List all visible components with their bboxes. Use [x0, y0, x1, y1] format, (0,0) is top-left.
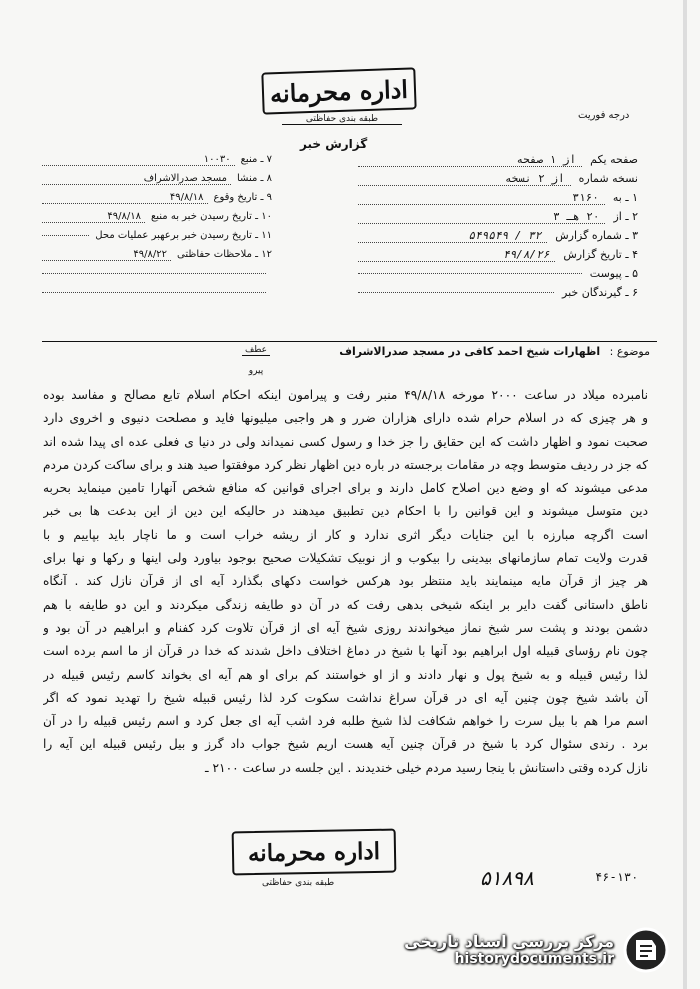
field-value: ۴۹/۸/۲۲: [42, 249, 171, 261]
archive-watermark: [404, 932, 614, 967]
classification-stamp: اداره محرمانه: [261, 67, 416, 114]
page-number: ۴۶-۱۳۰: [595, 870, 639, 884]
field-row: [358, 150, 638, 169]
field-label: صفحه یکم: [590, 153, 638, 166]
field-row: [42, 207, 272, 226]
subject: [339, 345, 650, 358]
field-label: ۳ ـ شماره گزارش: [555, 229, 638, 242]
followup-label: پیرو: [248, 366, 264, 376]
field-label: ۴ ـ تاریخ گزارش: [563, 248, 638, 261]
field-row: [42, 188, 272, 207]
body-line: است اگرچه مبارزه با این جنایات دیگر اثری ندارد و کار از ریشه خراب است و ما ناچار باید بپاییم و با: [43, 527, 648, 542]
field-value: [42, 273, 266, 274]
field-value: [42, 292, 266, 293]
field-label: ۹ ـ تاریخ وقوع: [213, 192, 272, 203]
body-line: مدعی میشوند که او وضع دین اصلاح کامل دارند و برای اجرای قوانین که منافع شخص آنهارا تامین مینماید بحربه: [43, 481, 648, 496]
classification-stamp-footer: اداره محرمانه: [232, 829, 397, 876]
field-value: [358, 292, 554, 293]
body-line: نازل کرده وقتی داستانش با ینجا رسید مردم خیلی خندیدند . این جلسه در ساعت ۲۱۰۰ ـ: [205, 760, 648, 775]
field-value: از ۱ صفحه: [358, 153, 582, 167]
body-line: قدرت ولایت تمام سازمانهای بیدینی را بیکوب و از نوبیک تشکیلات صحیح بوجود بیاورد ولی اینها و رکها و نها برای: [43, 551, 648, 566]
field-label: ۸ ـ منشا: [236, 173, 272, 184]
classification-stamp-footer-caption: طبقه بندی حفاظتی: [262, 878, 335, 888]
field-value: ۱۰۰۳۰: [42, 154, 235, 166]
field-label: ۱۱ ـ تاریخ رسیدن خبر برعهبر عملیات محل: [95, 230, 272, 241]
report-body: [43, 384, 648, 780]
field-row: [358, 169, 638, 188]
archive-logo-icon: [622, 926, 670, 974]
field-value: ۲۰ هـ ۳: [358, 210, 605, 224]
body-line: اسم مرا هم با بیل سرت را خواهم شکافت لذا شیخ طلبه فرد اشب آیه ای جعل کرد و اسم رئیس قبیله را در آن: [43, 714, 648, 729]
field-row: [358, 207, 638, 226]
body-line: ناطق داستانی گفت دایر بر اینکه شیخی بدهی رفت که در آن دو طایفه زندگی میکردند و این دو طایفه با هم: [43, 597, 648, 612]
priority-label: درجه فوریت: [578, 110, 630, 121]
field-row: [42, 283, 272, 302]
report-metadata-right: [358, 150, 638, 302]
body-line: چون نام رؤسای قبیله اول ابراهیم بود آنها با شیخ در دماغ اختلاف داخل شدند که خدا در قرآن از ما اسم برده است: [43, 644, 648, 659]
field-label: نسخه شماره: [578, 172, 638, 185]
field-row: [42, 264, 272, 283]
field-row: [358, 188, 638, 207]
body-line: دشمن بودند و پشت سر شیخ نماز میخواندند روزی شیخ آیه ای از قرآن تلاوت کرد کفنام و ابراهیم در آن بود و: [43, 620, 648, 635]
reference-label: عطف: [242, 345, 270, 356]
field-value: [358, 273, 582, 274]
field-value: مسجد صدرالاشراف: [42, 173, 231, 185]
field-row: [42, 245, 272, 264]
subject-value: اظهارات شیخ احمد کافی در مسجد صدرالاشراف: [339, 345, 601, 358]
field-label: ۵ ـ پیوست: [589, 267, 638, 280]
classification-stamp-caption: طبقه بندی حفاظتی: [282, 114, 402, 125]
body-line: که جز در ردیف متوسط وچه در مقامات برجسته در باره دین اظهار نظر کرد موفقتوا صید هند و برای ساکت کردن مردم: [43, 457, 648, 472]
field-label: ۱۲ ـ ملاحظات حفاظتی: [177, 249, 272, 260]
field-value: ۴۹/۸/۱۸: [42, 192, 208, 204]
field-label: ۱۰ ـ تاریخ رسیدن خبر به منبع: [150, 211, 272, 222]
field-label: ۲ ـ از: [613, 210, 638, 223]
report-metadata-left: [42, 150, 272, 302]
watermark-url: historydocuments.ir: [454, 951, 614, 967]
field-label: ۱ ـ به: [612, 191, 638, 204]
divider: [42, 341, 657, 342]
reference-note: [242, 345, 270, 376]
body-line: صحبت نمود و اظهار داشت که این حقایق را جز خدا و رسول کسی نمیداند ولی در دنیا ی فعلی عده ای پیدا شده اند: [43, 434, 648, 449]
body-line: هر چیز از قرآن مایه مینمایند باید منتظر بود هرکس خواست دکهای بگذارد آیه ای از قرآن نازل کند . آنگاه: [43, 574, 648, 589]
field-row: [358, 226, 638, 245]
body-line: دین متوسل میشوند و این قوانین را با احکام دین تطبیق میدهند در حالیکه این دین از این بدعت ها بی خبر: [43, 504, 648, 519]
handwritten-note: ۵۱۸۹۸: [480, 866, 534, 890]
field-row: [42, 226, 272, 245]
body-line: لذا رئیس قبیله و به شیخ پول و نهار دادند و از او خواستند کم برای او هم آیه ای بخواند کاسم رئیس قبیله در: [43, 667, 648, 682]
body-line: و هر چیزی که در اسلام حرام شده دارای هزاران ضرر و هر واجبی میلیونها فاید و مصلحت دنیوی و اخروی دارد: [43, 411, 648, 426]
report-number-value: ۳۲ / ۵۴۹۵۴۹: [358, 229, 547, 243]
subject-label: موضوع :: [609, 345, 650, 358]
field-value: ۳۱۶۰: [358, 191, 605, 205]
field-value: ۴۹/۸/۱۸: [42, 211, 145, 223]
field-row: [42, 150, 272, 169]
field-label: ۷ ـ منبع: [240, 154, 272, 165]
field-label: ۶ ـ گیرندگان خبر: [562, 286, 638, 299]
body-line: نامبرده میلاد در ساعت ۲۰۰۰ مورخه ۴۹/۸/۱۸ منبر رفت و پیرامون اینکه احکام اسلام تابع مصالح و مفاسد بوده: [43, 388, 648, 402]
watermark-title: مرکز بررسی اسناد تاریخی: [404, 932, 614, 951]
field-value: [42, 235, 89, 236]
field-row: [358, 283, 638, 302]
page-edge: [683, 0, 687, 989]
report-date-value: ۴۹/۸/۲۶: [358, 248, 555, 262]
body-line: آن باشد شیخ چون چنین آیه ای در قرآن سراغ نداشت سکوت کرد لذا رئیس قبیله شیخ را تهدید نمود که اگر: [43, 690, 648, 705]
body-line: برد . رندی سئوال کرد با شیخ در قرآن چنین آیه هست اریم شیخ جواب داد گرز و بیل رئیس قبیله این آیه را: [43, 737, 648, 752]
report-title: گزارش خبر: [300, 137, 368, 151]
field-row: [358, 245, 638, 264]
field-value: از ۲ نسخه: [358, 172, 571, 186]
field-row: [358, 264, 638, 283]
field-row: [42, 169, 272, 188]
